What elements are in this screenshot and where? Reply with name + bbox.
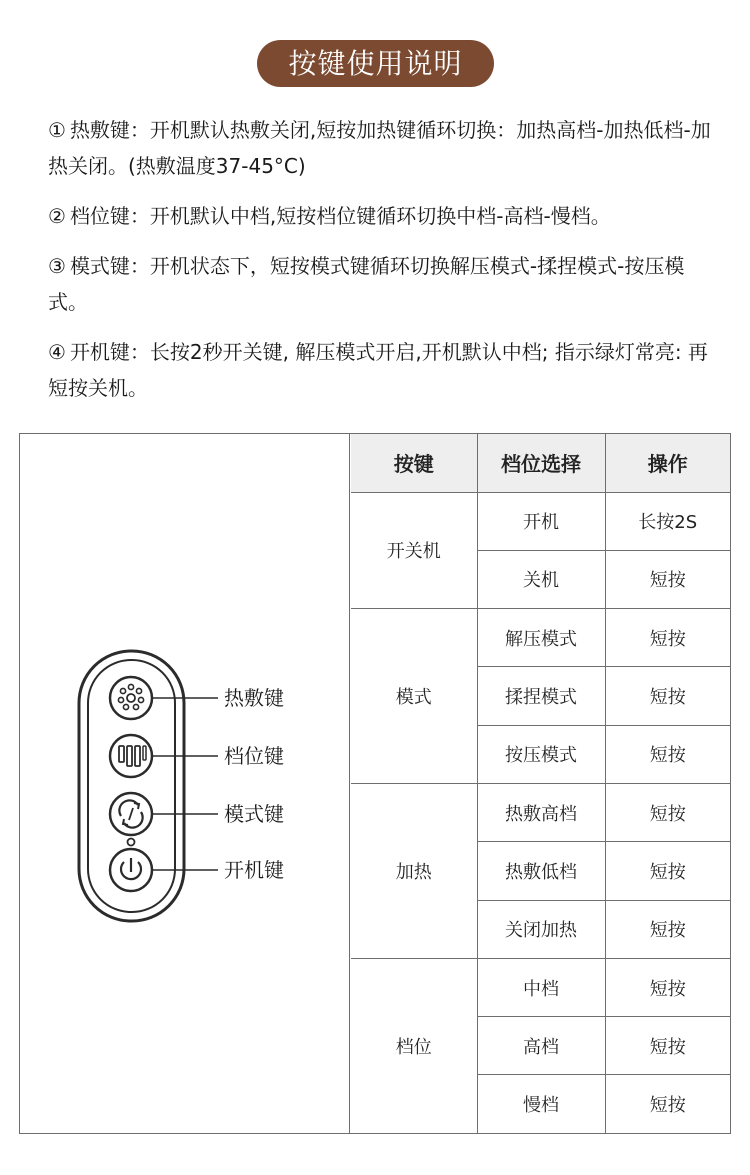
instruction-level-key: ② 档位键：开机默认中档,短按档位键循环切换中档-高档-慢档。 [48,204,611,228]
option-cell: 热敷低档 [477,842,605,900]
label-power-key: 开机键 [224,858,284,882]
option-cell: 开机 [477,492,605,550]
action-cell: 长按2S [605,492,730,550]
group-key-cell: 模式 [351,609,477,784]
table-row [351,958,730,1016]
action-cell: 短按 [605,667,730,725]
instruction-power-key: ④ 开机键：长按2秒开关键, 解压模式开启,开机默认中档; 指示绿灯常亮: 再短按关机。 [48,340,708,400]
action-cell: 短按 [605,842,730,900]
page-title: 按键使用说明 [257,40,494,87]
action-cell: 短按 [605,958,730,1016]
option-cell: 热敷高档 [477,783,605,841]
group-key-cell: 加热 [351,783,477,958]
action-cell: 短按 [605,783,730,841]
action-cell: 短按 [605,1075,730,1133]
header-action: 操作 [605,434,730,492]
table-row [351,783,730,841]
header-option: 档位选择 [477,434,605,492]
option-cell: 按压模式 [477,725,605,783]
action-cell: 短按 [605,900,730,958]
instruction-heat-key: ① 热敷键：开机默认热敷关闭,短按加热键循环切换：加热高档-加热低档-加热关闭。(热敷温度37-45°C) [48,118,711,178]
remote-diagram [20,434,350,1133]
label-mode-key: 模式键 [224,802,284,826]
indicator-light [128,839,135,846]
option-cell: 中档 [477,958,605,1016]
option-cell: 慢档 [477,1075,605,1133]
group-key-cell: 开关机 [351,492,477,609]
option-cell: 解压模式 [477,609,605,667]
action-cell: 短按 [605,725,730,783]
instructions-list [48,112,713,420]
key-spec-table [351,434,730,1134]
mode-button-icon [110,793,152,835]
instruction-mode-key: ③ 模式键：开机状态下，短按模式键循环切换解压模式-揉捏模式-按压模式。 [48,254,685,314]
remote-control-illustration [20,434,350,1133]
key-spec-frame [19,433,731,1134]
option-cell: 高档 [477,1017,605,1075]
option-cell: 关闭加热 [477,900,605,958]
power-button-icon [110,849,152,891]
table-header-row [351,434,730,492]
table-row [351,609,730,667]
level-button-icon [110,735,152,777]
heat-button-icon [110,677,152,719]
header-key: 按键 [351,434,477,492]
action-cell: 短按 [605,1017,730,1075]
table-row [351,492,730,550]
action-cell: 短按 [605,550,730,608]
group-key-cell: 档位 [351,958,477,1133]
option-cell: 关机 [477,550,605,608]
label-heat-key: 热敷键 [224,686,284,710]
action-cell: 短按 [605,609,730,667]
label-level-key: 档位键 [224,744,284,768]
option-cell: 揉捏模式 [477,667,605,725]
